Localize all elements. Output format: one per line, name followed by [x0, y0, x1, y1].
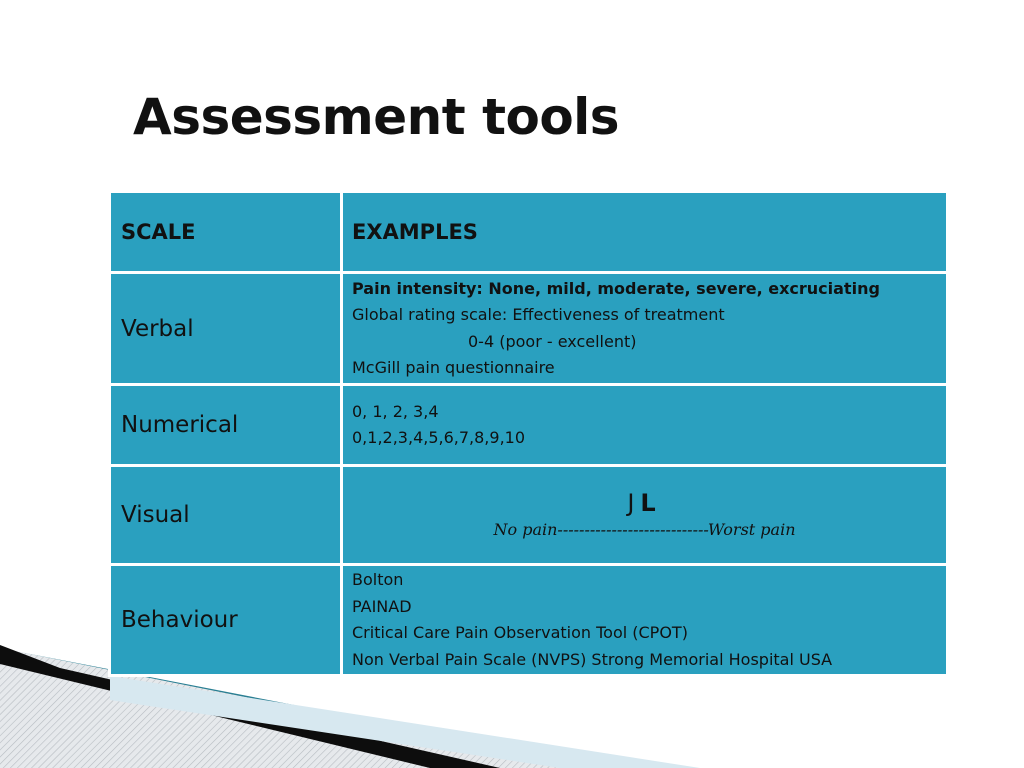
example-line: Bolton	[352, 570, 404, 589]
examples-verbal	[342, 273, 948, 385]
example-line: McGill pain questionnaire	[352, 358, 555, 377]
example-line: Global rating scale: Effectiveness of treatment	[352, 305, 725, 324]
slide-title: Assessment tools	[133, 88, 620, 146]
examples-visual	[342, 466, 948, 565]
happy-face-glyph: J	[627, 489, 641, 517]
examples-numerical	[342, 385, 948, 466]
scale-behaviour: Behaviour	[110, 565, 342, 676]
header-examples: EXAMPLES	[342, 192, 948, 273]
examples-behaviour	[342, 565, 948, 676]
example-line: 0,1,2,3,4,5,6,7,8,9,10	[352, 428, 526, 447]
example-line: 0, 1, 2, 3,4	[352, 401, 439, 421]
assessment-tools-table	[108, 190, 949, 677]
header-scale: SCALE	[110, 192, 342, 273]
example-line: 0-4 (poor - excellent)	[468, 331, 637, 351]
example-line: Pain intensity: None, mild, moderate, severe, excruciating	[352, 278, 880, 298]
table-header-row	[110, 192, 948, 273]
visual-scale-anchors: No pain----------------------------Worst pain	[493, 520, 796, 539]
example-line: Critical Care Pain Observation Tool (CPOT)	[352, 623, 688, 642]
pain-faces	[343, 488, 946, 518]
scale-verbal: Verbal	[110, 273, 342, 385]
sad-face-glyph: L	[640, 489, 662, 517]
scale-visual: Visual	[110, 466, 342, 565]
example-line: Non Verbal Pain Scale (NVPS) Strong Memorial Hospital USA	[352, 649, 833, 669]
table-row	[110, 466, 948, 565]
table-row	[110, 385, 948, 466]
table-row	[110, 273, 948, 385]
table-row	[110, 565, 948, 676]
scale-numerical: Numerical	[110, 385, 342, 466]
example-line: PAINAD	[352, 596, 412, 616]
